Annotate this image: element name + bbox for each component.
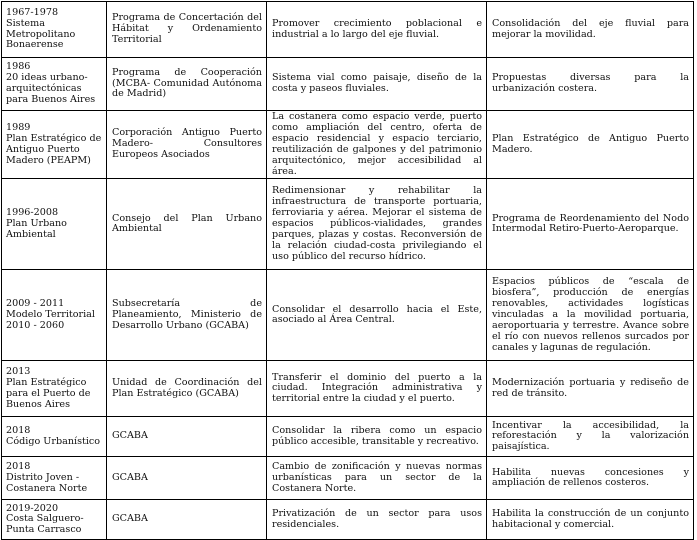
plan-cell — [2, 361, 107, 417]
objective-cell: La costanera como espacio verde, puerto como ampliación del centro, oferta de espacio residencial y espacio terciario, reutilización de galpones y del patrimonio arquitectónico, mejor accesibilidad al área. — [267, 111, 487, 179]
plans-table — [1, 1, 694, 540]
result-cell: Consolidación del eje fluvial para mejorar la movilidad. — [487, 2, 694, 58]
plans-table-body — [2, 2, 694, 540]
result-cell: Espacios públicos de “escala de biosfera”, producción de energías renovables, actividades logísticas vinculadas a la movilidad portuaria, aeroportuaria y terrestre. Avance sobre el río con nuevos rellenos surcados por canales y lagunas de regulación. — [487, 270, 694, 361]
plan-cell — [2, 417, 107, 457]
result-cell: Propuestas diversas para la urbanización costera. — [487, 58, 694, 111]
objective-cell: Cambio de zonificación y nuevas normas urbanísticas para un sector de la Costanera Norte. — [267, 457, 487, 500]
actor-cell: Subsecretaría de Planeamiento, Ministerio de Desarrollo Urbano (GCABA) — [107, 270, 267, 361]
plan-period: 2018 — [6, 461, 31, 473]
plan-name: Plan Estratégico de Antiguo Puerto Madero (PEAPM) — [6, 132, 102, 166]
plan-period: 1996-2008 — [6, 207, 59, 219]
objective-cell: Privatización de un sector para usos residenciales. — [267, 500, 487, 540]
plan-period: 2013 — [6, 366, 31, 378]
objective-cell: Consolidar la ribera como un espacio público accesible, transitable y recreativo. — [267, 417, 487, 457]
plan-period: 1986 — [6, 61, 31, 73]
table-row — [2, 270, 694, 361]
plan-cell — [2, 179, 107, 270]
result-cell: Modernización portuaria y rediseño de red de tránsito. — [487, 361, 694, 417]
result-cell: Habilita nuevas concesiones y ampliación de rellenos costeros. — [487, 457, 694, 500]
table-row — [2, 58, 694, 111]
plan-period: 2018 — [6, 425, 31, 437]
table-row — [2, 361, 694, 417]
plan-name: Costa Salguero-Punta Carrasco — [6, 513, 84, 536]
plan-cell — [2, 111, 107, 179]
result-cell: Habilita la construcción de un conjunto habitacional y comercial. — [487, 500, 694, 540]
objective-cell: Transferir el dominio del puerto a la ciudad. Integración administrativa y territorial entre la ciudad y el puerto. — [267, 361, 487, 417]
plan-name: Plan Urbano Ambiental — [6, 217, 67, 240]
table-row — [2, 2, 694, 58]
objective-cell: Sistema vial como paisaje, diseño de la costa y paseos fluviales. — [267, 58, 487, 111]
plan-cell — [2, 270, 107, 361]
plan-period: 1967-1978 — [6, 6, 59, 18]
result-cell: Programa de Reordenamiento del Nodo Intermodal Retiro-Puerto-Aeroparque. — [487, 179, 694, 270]
plan-name: Plan Estratégico para el Puerto de Buenos Aires — [6, 377, 91, 410]
objective-cell: Consolidar el desarrollo hacia el Este, asociado al Área Central. — [267, 270, 487, 361]
actor-cell: GCABA — [107, 500, 267, 540]
plan-period: 2009 - 2011 — [6, 298, 65, 310]
plan-cell — [2, 457, 107, 500]
plan-cell — [2, 58, 107, 111]
actor-cell: Programa de Concertación del Hábitat y Ordenamiento Territorial — [107, 2, 267, 58]
table-row — [2, 179, 694, 270]
result-cell: Plan Estratégico de Antiguo Puerto Madero. — [487, 111, 694, 179]
actor-cell: Corporación Antiguo Puerto Madero- Consultores Europeos Asociados — [107, 111, 267, 179]
actor-cell: GCABA — [107, 417, 267, 457]
plan-period: 1989 — [6, 121, 31, 133]
actor-cell: Programa de Cooperación (MCBA- Comunidad Autónoma de Madrid) — [107, 58, 267, 111]
table-row — [2, 417, 694, 457]
table-row — [2, 111, 694, 179]
objective-cell: Promover crecimiento poblacional e industrial a lo largo del eje fluvial. — [267, 2, 487, 58]
plan-name: Sistema Metropolitano Bonaerense — [6, 17, 76, 51]
plan-period: 2019-2020 — [6, 502, 59, 514]
plan-name: 20 ideas urbano-arquitectónicas para Buenos Aires — [6, 72, 96, 105]
actor-cell: GCABA — [107, 457, 267, 500]
actor-cell: Unidad de Coordinación del Plan Estratégico (GCABA) — [107, 361, 267, 417]
plan-cell — [2, 500, 107, 540]
plan-name: Modelo Territorial 2010 - 2060 — [6, 308, 95, 331]
result-cell: Incentivar la accesibilidad, la reforestación y la valorización paisajística. — [487, 417, 694, 457]
plan-cell — [2, 2, 107, 58]
table-row — [2, 457, 694, 500]
table-row — [2, 500, 694, 540]
plan-name: Código Urbanístico — [6, 435, 101, 447]
plan-name: Distrito Joven - Costanera Norte — [6, 471, 88, 494]
objective-cell: Redimensionar y rehabilitar la infraestructura de transporte portuaria, ferroviaria y aérea. Mejorar el sistema de espacios públicos-vialidades, grandes parques, plazas y costas. Reconversión de la relación ciudad-costa privilegiando el uso público del recurso hídrico. — [267, 179, 487, 270]
actor-cell: Consejo del Plan Urbano Ambiental — [107, 179, 267, 270]
